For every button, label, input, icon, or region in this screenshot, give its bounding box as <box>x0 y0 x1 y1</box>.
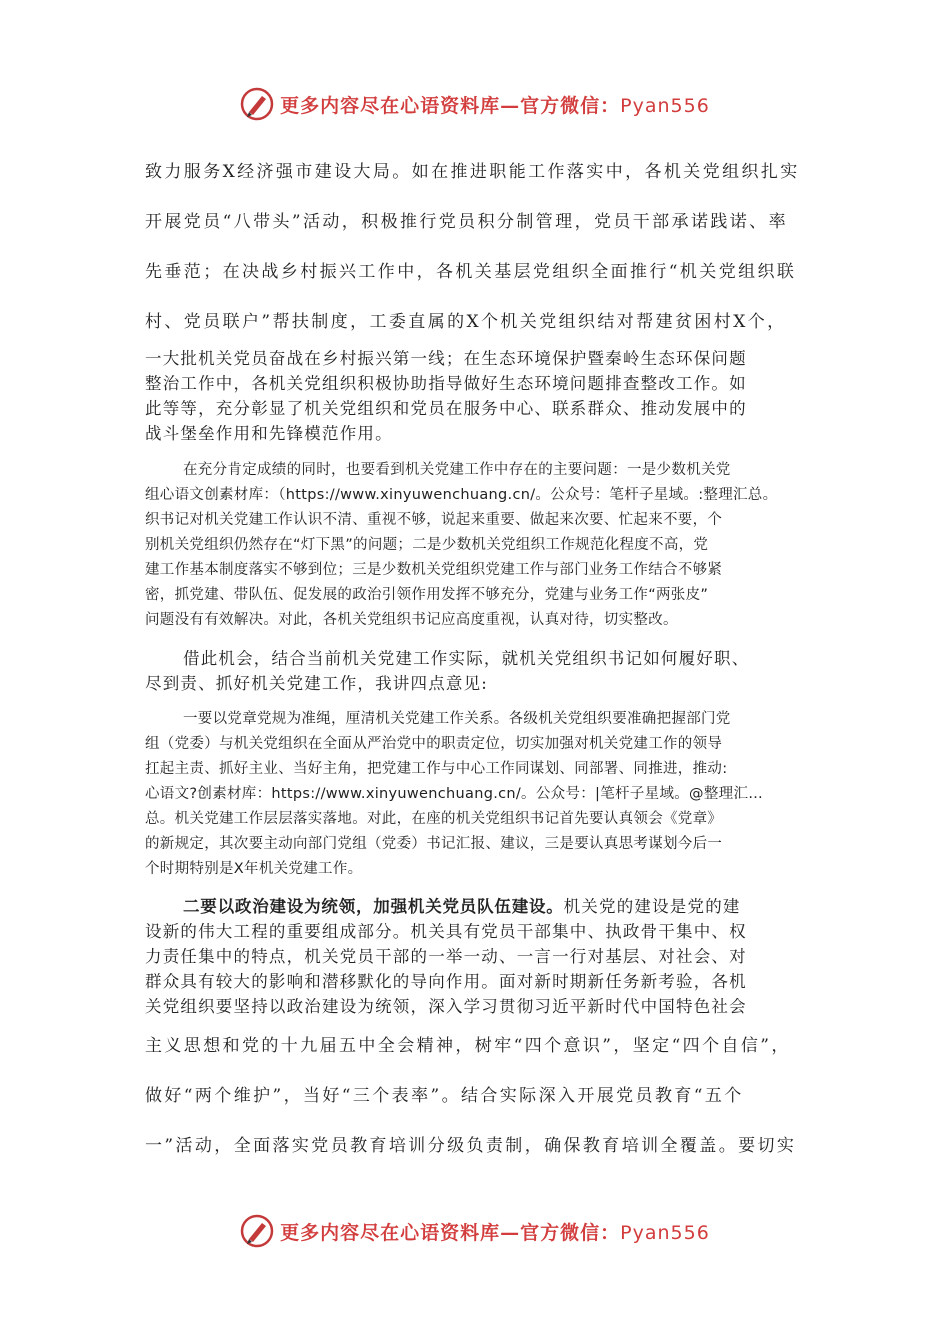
text-line: 主义思想和党的十九届五中全会精神，树牢“四个意识”，坚定“四个自信”， <box>145 1036 791 1056</box>
pen-logo-icon <box>240 1214 274 1248</box>
text-line: 战斗堡垒作用和先锋模范作用。 <box>145 424 393 443</box>
text-line: 设新的伟大工程的重要组成部分。机关具有党员干部集中、执政骨干集中、权 <box>145 922 747 941</box>
text-line: 织书记对机关党建工作认识不清、重视不够，说起来重要、做起来次要、忙起来不要，个 <box>145 512 723 528</box>
text-line: 力责任集中的特点，机关党员干部的一举一动、一言一行对基层、对社会、对 <box>145 947 747 966</box>
banner-text: 更多内容尽在心语资料库—官方微信：Pyan556 <box>280 94 710 117</box>
text-line: 一”活动，全面落实党员教育培训分级负责制，确保教育培训全覆盖。要切实 <box>145 1136 797 1156</box>
text-line: 问题没有有效解决。对此，各机关党组织书记应高度重视，认真对待，切实整改。 <box>145 612 678 628</box>
text-line: 组心语文创素材库：（https://www.xinyuwenchuang.cn/。公众号：笔杆子星域。:整理汇总。 <box>145 487 778 503</box>
text-line: 开展党员“八带头”活动，积极推行党员积分制管理，党员干部承诺践诺、率 <box>145 212 788 232</box>
text-line: 群众具有较大的影响和潜移默化的导向作用。面对新时期新任务新考验，各机 <box>145 972 747 991</box>
text-line: 先垂范；在决战乡村振兴工作中，各机关基层党组织全面推行“机关党组织联 <box>145 262 797 282</box>
text-line: 一要以党章党规为准绳，厘清机关党建工作关系。各级机关党组织要准确把握部门党 <box>183 711 731 727</box>
text-line: 做好“两个维护”，当好“三个表率”。结合实际深入开展党员教育“五个 <box>145 1086 744 1106</box>
text-line: 别机关党组织仍然存在“灯下黑”的问题；二是少数机关党组织工作规范化程度不高，党 <box>145 537 709 553</box>
section-heading-line: 二要以政治建设为统领，加强机关党员队伍建设。机关党的建设是党的建 <box>183 897 741 916</box>
text-line: 关党组织要坚持以政治建设为统领，深入学习贯彻习近平新时代中国特色社会 <box>145 997 747 1016</box>
banner-text: 更多内容尽在心语资料库—官方微信：Pyan556 <box>280 1221 710 1244</box>
text-line: 密，抓党建、带队伍、促发展的政治引领作用发挥不够充分，党建与业务工作“两张皮” <box>145 587 709 603</box>
text-line: 在充分肯定成绩的同时，也要看到机关党建工作中存在的主要问题：一是少数机关党 <box>183 462 731 478</box>
header-banner <box>0 84 950 124</box>
text-line: 建工作基本制度落实不够到位；三是少数机关党组织党建工作与部门业务工作结合不够紧 <box>145 562 723 578</box>
section-heading: 二要以政治建设为统领，加强机关党员队伍建设。 <box>183 897 564 916</box>
text-line: 总。机关党建工作层层落实落地。对此，在座的机关党组织书记首先要认真领会《党章》 <box>145 811 723 827</box>
text-line: 心语文?创素材库：https://www.xinyuwenchuang.cn/。公众号：|笔杆子星域。@整理汇… <box>145 786 764 802</box>
text-line: 扛起主责、抓好主业、当好主角，把党建工作与中心工作同谋划、同部署、同推进，推动: <box>145 761 728 777</box>
text-line: 整治工作中，各机关党组织积极协助指导做好生态环境问题排查整改工作。如 <box>145 374 747 393</box>
pen-logo-icon <box>240 87 274 121</box>
text-line: 村、党员联户”帮扶制度，工委直属的X个机关党组织结对帮建贫困村X个， <box>145 312 787 332</box>
text-line: 组（党委）与机关党组织在全面从严治党中的职责定位，切实加强对机关党建工作的领导 <box>145 736 723 752</box>
text-line: 个时期特别是X年机关党建工作。 <box>145 861 363 877</box>
text-line: 借此机会，结合当前机关党建工作实际，就机关党组织书记如何履好职、 <box>183 649 750 668</box>
footer-banner <box>0 1211 950 1251</box>
text-line: 致力服务X经济强市建设大局。如在推进职能工作落实中，各机关党组织扎实 <box>145 162 800 182</box>
text-line: 的新规定，其次要主动向部门党组（党委）书记汇报、建议，三是要认真思考谋划今后一 <box>145 836 723 852</box>
text-line: 尽到责、抓好机关党建工作，我讲四点意见: <box>145 674 489 693</box>
text-line: 此等等，充分彰显了机关党组织和党员在服务中心、联系群众、推动发展中的 <box>145 399 747 418</box>
text-line: 一大批机关党员奋战在乡村振兴第一线；在生态环境保护暨秦岭生态环保问题 <box>145 349 747 368</box>
